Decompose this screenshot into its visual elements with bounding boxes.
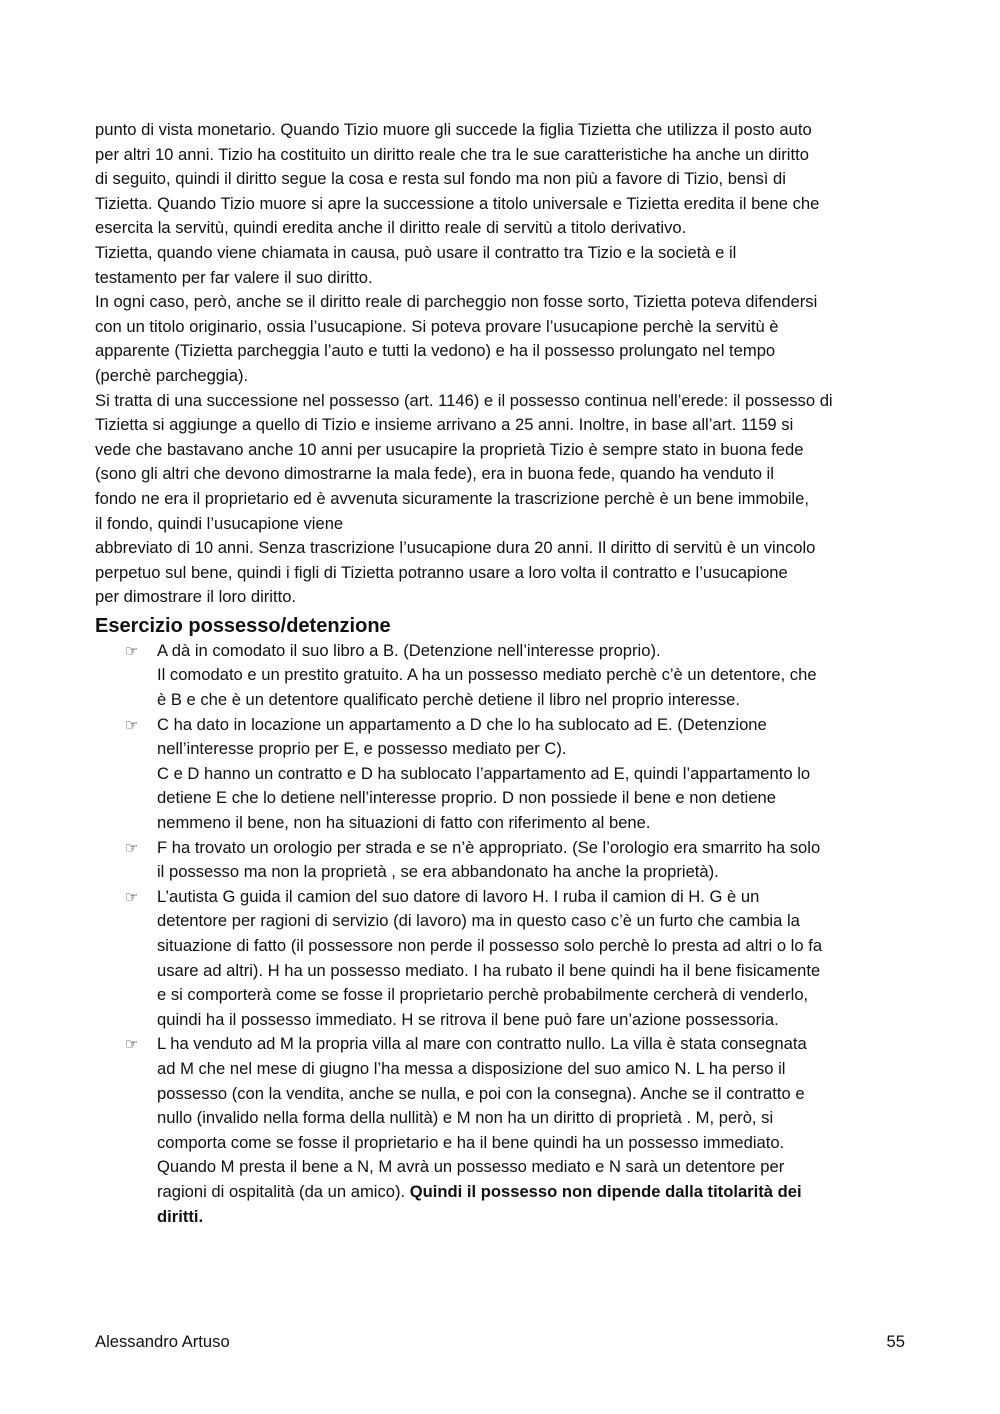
list-item [95,713,910,836]
paragraph: In ogni caso, però, anche se il diritto reale di parcheggio non fosse sorto, Tizietta poteva difendersi con un titolo originario, ossia l’usucapione. Si poteva provare l’usucapione perchè la servitù è apparente (Tizietta parcheggia l’auto e tutti la vedono) e ha il possesso prolungato nel tempo (perchè parcheggia). [95,292,818,385]
pointing-hand-icon: ☞ [125,715,139,734]
pointing-hand-icon: ☞ [125,1035,139,1054]
list-item-text: C ha dato in locazione un appartamento a D che lo ha sublocato ad E. (Detenzione nell’interesse proprio per E, e possesso mediato per C). C e D hanno un contratto e D ha sublocato l’appartamento ad E, quindi l’appartamento lo detiene E che lo detiene nell’interesse proprio. D non possiede il bene e non detiene nemmeno il bene, non ha situazioni di fatto con riferimento al bene. [157,714,811,833]
list-item-text: L’autista G guida il camion del suo datore di lavoro H. I ruba il camion di H. G è un detentore per ragioni di servizio (di lavoro) ma in questo caso c’è un furto che cambia la situazione di fatto (il possessore non perde il possesso solo perchè lo presta ad altri o lo fa usare ad altri). H ha un possesso mediato. I ha rubato il bene quindi ha il bene fisicamente e si comporterà come se fosse il proprietario perchè probabilmente cercherà di venderlo, quindi ha il possesso immediato. H se ritrova il bene può fare un’azione possessoria. [157,886,823,1029]
pointing-hand-icon: ☞ [125,641,139,660]
list-item-text: A dà in comodato il suo libro a B. (Detenzione nell’interesse proprio). Il comodato e un prestito gratuito. A ha un possesso mediato perchè c’è un detentore, che è B e che è un detentore qualificato perchè detiene il libro nel proprio interesse. [157,640,817,710]
list-item [95,1032,910,1229]
paragraph: punto di vista monetario. Quando Tizio muore gli succede la figlia Tizietta che utilizza il posto auto per altri 10 anni. Tizio ha costituito un diritto reale che tra le sue caratteristiche ha anche un diritto di seguito, quindi il diritto segue la cosa e resta sul fondo ma non più a favore di Tizio, bensì di Tizietta. Quando Tizio muore si apre la successione a titolo universale e Tizietta eredita il bene che esercita la servitù, quindi eredita anche il diritto reale di servitù a titolo derivativo. [95,120,820,238]
list-item-text: L ha venduto ad M la propria villa al mare con contratto nullo. La villa è stata consegnata ad M che nel mese di giugno l’ha messa a disposizione del suo amico N. L ha perso il possesso (con la vendita, anche se nulla, e poi con la consegna). Anche se il contratto e nullo (invalido nella forma della nullità) e M non ha un diritto di proprietà . M, però, si comporta come se fosse il proprietario e ha il bene quindi ha un possesso immediato. Quando M presta il bene a N, M avrà un possesso mediato e N sarà un detentore per ragioni di ospitalità (da un amico). [157,1034,807,1201]
list-item [95,639,910,713]
list-item-text: F ha trovato un orologio per strada e se n’è appropriato. (Se l’orologio era smarrito ha solo il possesso ma non la proprietà , se era abbandonato ha anche la proprietà). [157,837,821,882]
list-item [95,885,910,1033]
paragraph: abbreviato di 10 anni. Senza trascrizione l’usucapione dura 20 anni. Il diritto di servitù è un vincolo perpetuo sul bene, quindi i figli di Tizietta potranno usare a loro volta il contratto e l’usucapione per dimostrare il loro diritto. [95,538,816,607]
page-number: 55 [886,1332,905,1351]
paragraph: Si tratta di una successione nel possesso (art. 1146) e il possesso continua nell’erede: il possesso di Tizietta si aggiunge a quello di Tizio e insieme arrivano a 25 anni. Inoltre, in base all’art. 1159 si vede che bastavano anche 10 anni per usucapire la proprietà Tizio è sempre stato in buona fede (sono gli altri che devono dimostrarne la mala fede), era in buona fede, quando ha venduto il fondo ne era il proprietario ed è avvenuta sicuramente la trascrizione perchè è un bene immobile, il fondo, quindi l’usucapione viene [95,390,833,533]
pointing-hand-icon: ☞ [125,838,139,857]
pointing-hand-icon: ☞ [125,887,139,906]
list-item [95,836,910,885]
section-heading: Esercizio possesso/detenzione [95,614,391,637]
list-item-bold-text: Quindi il possesso non dipende dalla titolarità dei diritti. [157,1181,802,1226]
exercise-list [95,639,910,1229]
page-body [95,118,910,1229]
footer-author: Alessandro Artuso [95,1332,230,1351]
paragraph: Tizietta, quando viene chiamata in causa, può usare il contratto tra Tizio e la società e il testamento per far valere il suo diritto. [95,242,737,287]
